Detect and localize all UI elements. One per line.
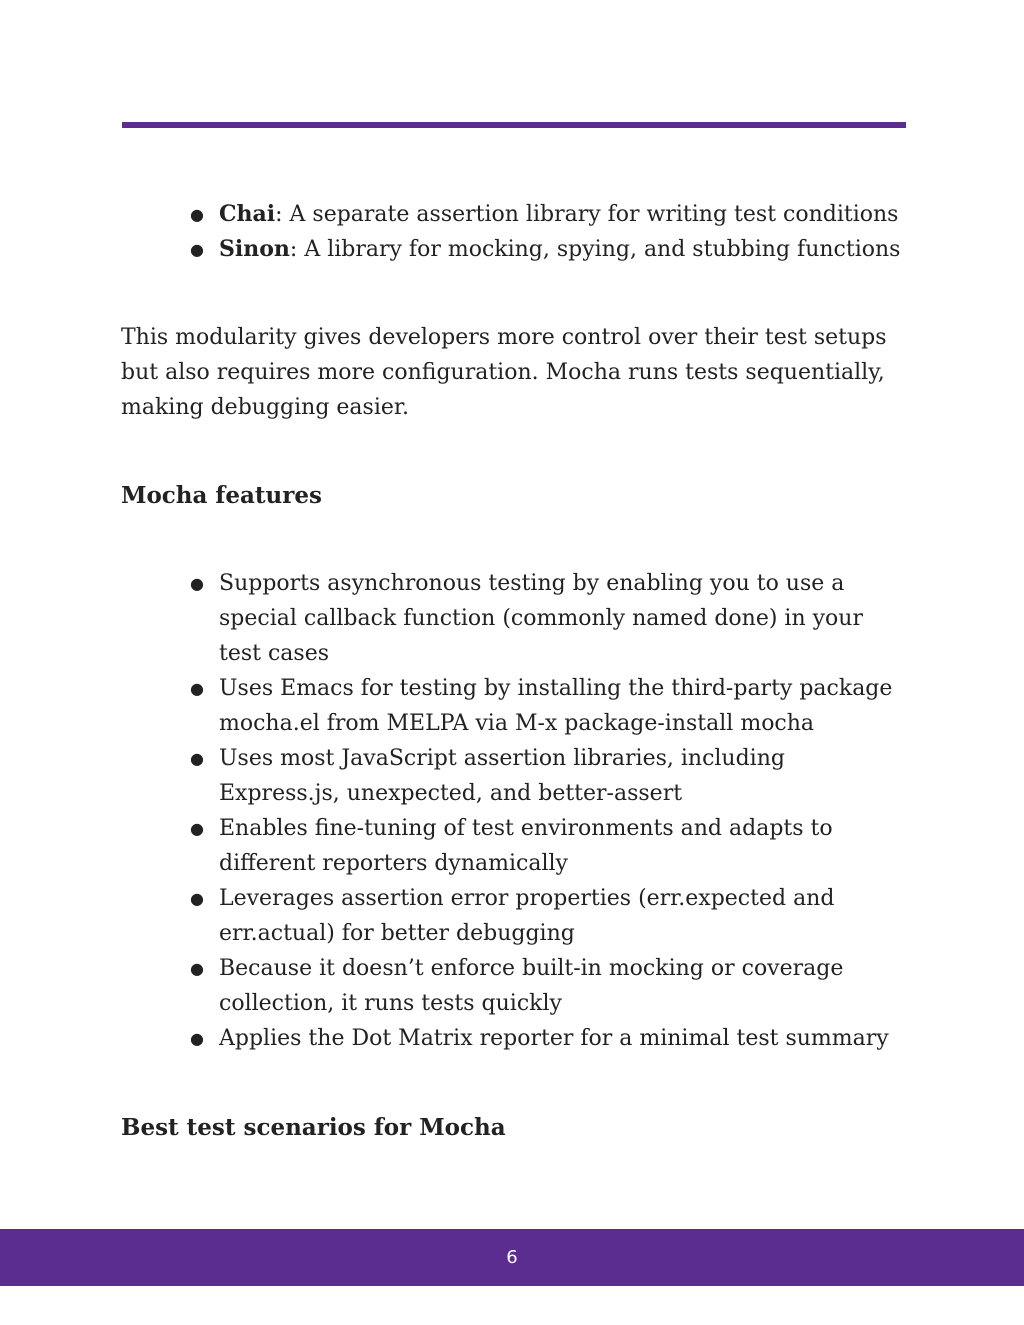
libraries-list — [190, 197, 901, 267]
library-description: : A library for mocking, spying, and stubbing functions — [289, 237, 901, 262]
feature-line: Because it doesn’t enforce built-in mocking or coverage — [219, 956, 844, 981]
feature-line: Leverages assertion error properties (err.expected and — [219, 886, 835, 911]
page-number: 6 — [506, 1247, 518, 1268]
bullet-icon: ● — [190, 889, 204, 908]
feature-line: Express.js, unexpected, and better-assert — [219, 781, 683, 806]
library-name: Sinon — [219, 236, 290, 262]
feature-line: collection, it runs tests quickly — [219, 991, 562, 1016]
features-list — [190, 566, 893, 1056]
feature-line: Uses most JavaScript assertion libraries, including — [219, 746, 785, 771]
feature-line: different reporters dynamically — [219, 851, 568, 876]
feature-line: mocha.el from MELPA via M-x package-install mocha — [219, 711, 815, 736]
bullet-icon: ● — [190, 240, 204, 259]
bullet-icon: ● — [190, 574, 204, 593]
list-item — [190, 566, 890, 671]
feature-line: Enables fine-tuning of test environments and adapts to — [219, 816, 833, 841]
feature-line: Applies the Dot Matrix reporter for a minimal test summary — [219, 1026, 889, 1051]
body-paragraph: This modularity gives developers more control over their test setups but also requires more configuration. Mocha runs tests sequentially, making debugging easier. — [121, 325, 887, 420]
library-description: : A separate assertion library for writing test conditions — [275, 202, 899, 227]
features-heading: Mocha features — [121, 482, 322, 509]
list-item — [190, 197, 899, 232]
list-item — [190, 741, 890, 811]
bullet-icon: ● — [190, 1029, 204, 1048]
list-item — [190, 881, 890, 951]
feature-line: Uses Emacs for testing by installing the third-party package — [219, 676, 893, 701]
bullet-icon: ● — [190, 959, 204, 978]
bullet-icon: ● — [190, 205, 204, 224]
list-item — [190, 671, 893, 741]
list-item — [190, 1021, 890, 1056]
bullet-icon: ● — [190, 749, 204, 768]
list-item — [190, 811, 890, 881]
feature-line: special callback function (commonly named done) in your — [219, 606, 863, 631]
feature-line: test cases — [219, 641, 330, 666]
top-divider — [122, 122, 906, 128]
list-item — [190, 951, 890, 1021]
feature-line: Supports asynchronous testing by enabling you to use a — [219, 571, 845, 596]
list-item — [190, 232, 901, 267]
page-footer — [0, 1229, 1024, 1286]
bullet-icon: ● — [190, 819, 204, 838]
scenarios-heading: Best test scenarios for Mocha — [121, 1114, 506, 1141]
feature-line: err.actual) for better debugging — [219, 921, 575, 946]
bullet-icon: ● — [190, 679, 204, 698]
library-name: Chai — [219, 201, 276, 227]
